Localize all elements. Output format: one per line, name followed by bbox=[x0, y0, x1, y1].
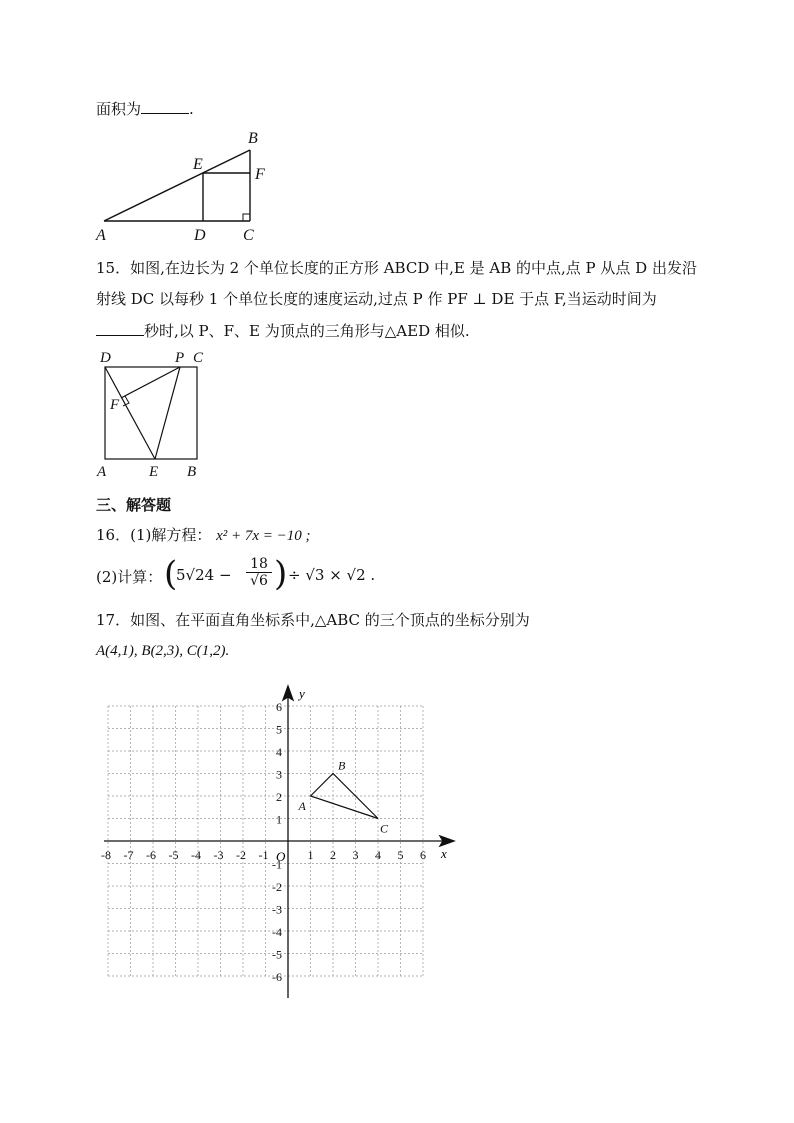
triangle-label-B: B bbox=[338, 758, 346, 773]
y-tick-label: -2 bbox=[272, 880, 282, 894]
triangle-label-A: A bbox=[298, 799, 306, 813]
q16-expr-a: 5√24 − bbox=[176, 566, 232, 584]
x-tick-label: -3 bbox=[213, 848, 224, 862]
q14-tail-end: . bbox=[189, 100, 194, 118]
q14-right-angle-mark bbox=[243, 214, 250, 221]
q15-segment-PF bbox=[121, 367, 180, 398]
q14-answer-blank bbox=[141, 99, 189, 114]
x-tick-label: -7 bbox=[123, 848, 134, 862]
q14-label-E: E bbox=[193, 156, 203, 173]
q15-label-E: E bbox=[149, 464, 159, 480]
x-tick-label: 4 bbox=[375, 848, 381, 862]
q14-label-C: C bbox=[243, 227, 254, 244]
q15-line-1: 15．如图,在边长为 2 个单位长度的正方形 ABCD 中,E 是 AB 的中点,点 P 从点 D 出发沿 bbox=[96, 259, 697, 277]
x-tick-label: 5 bbox=[397, 848, 404, 862]
q14-segment-AB bbox=[104, 150, 250, 221]
x-tick-label: -5 bbox=[168, 848, 179, 862]
q14-figure bbox=[90, 122, 280, 244]
q14-answer-line bbox=[96, 98, 194, 119]
y-axis-label: y bbox=[299, 686, 305, 701]
q14-tail-text: 面积为 bbox=[96, 100, 142, 118]
q15-label-P: P bbox=[175, 350, 185, 366]
y-tick-label: 3 bbox=[276, 767, 282, 782]
y-tick-label: -5 bbox=[272, 947, 282, 962]
y-axis bbox=[283, 686, 293, 998]
y-tick-label: 4 bbox=[276, 745, 282, 759]
q15-figure bbox=[90, 343, 220, 480]
origin-label: O bbox=[276, 849, 286, 864]
q15-line-3 bbox=[96, 320, 470, 341]
y-tick-label: -6 bbox=[272, 970, 282, 984]
q16-frac-denominator: √6 bbox=[250, 573, 268, 589]
q16-right-paren: ) bbox=[274, 554, 288, 594]
q17-line-1: 17．如图、在平面直角坐标系中,△ABC 的三个顶点的坐标分别为 bbox=[96, 611, 530, 629]
x-tick-label: 2 bbox=[330, 848, 336, 862]
q15-answer-blank bbox=[96, 321, 144, 336]
q14-label-A: A bbox=[96, 227, 106, 244]
q16-part1-equation: x² + 7x = −10 ; bbox=[216, 528, 311, 544]
q15-label-B: B bbox=[187, 464, 197, 480]
q15-line-3-text: 秒时,以 P、F、E 为顶点的三角形与△AED 相似. bbox=[144, 322, 470, 340]
q16-frac-numerator: 18 bbox=[246, 556, 272, 573]
q14-label-B: B bbox=[248, 130, 258, 147]
section-heading: 三、解答题 bbox=[96, 496, 172, 514]
q14-label-D: D bbox=[194, 227, 206, 244]
y-tick-label: 5 bbox=[276, 722, 282, 737]
triangle-label-C: C bbox=[380, 821, 389, 836]
y-tick-label: -3 bbox=[272, 902, 282, 917]
x-tick-label: -2 bbox=[236, 848, 246, 862]
x-tick-label: -1 bbox=[258, 848, 269, 862]
q16-part2-prefix: (2)计算： bbox=[96, 568, 163, 586]
y-tick-label: 6 bbox=[276, 700, 282, 714]
coordinate-plane bbox=[96, 680, 466, 1000]
q15-label-F: F bbox=[110, 397, 120, 413]
x-tick-label: 3 bbox=[352, 848, 359, 862]
y-tick-label: 2 bbox=[276, 790, 282, 804]
q16-expr-b: ÷ √3 × √2 . bbox=[288, 566, 376, 584]
x-tick-label: -6 bbox=[146, 848, 156, 862]
x-tick-label: -4 bbox=[191, 848, 201, 862]
q17-line-2: A(4,1), B(2,3), C(1,2). bbox=[96, 643, 230, 659]
q16-left-paren: ( bbox=[164, 554, 178, 594]
x-axis-label: x bbox=[441, 846, 447, 861]
x-tick-label: 1 bbox=[307, 848, 314, 862]
q15-label-C: C bbox=[193, 350, 204, 366]
y-tick-label: 1 bbox=[276, 812, 282, 827]
q15-label-A: A bbox=[97, 464, 107, 480]
q15-label-D: D bbox=[100, 350, 111, 366]
y-tick-label: -1 bbox=[272, 857, 282, 872]
x-axis bbox=[104, 836, 454, 846]
y-tick-label: -4 bbox=[272, 925, 282, 939]
x-tick-label: -8 bbox=[101, 848, 111, 862]
q16-part-1 bbox=[96, 524, 311, 545]
x-tick-label: 6 bbox=[420, 848, 426, 862]
q14-label-F: F bbox=[255, 166, 265, 183]
q16-fraction bbox=[246, 556, 272, 589]
q16-part1-prefix: 16．(1)解方程： bbox=[96, 526, 212, 544]
q15-segment-DE bbox=[105, 367, 155, 459]
q15-line-2: 射线 DC 以每秒 1 个单位长度的速度运动,过点 P 作 PF ⊥ DE 于点 F,当运动时间为 bbox=[96, 290, 657, 308]
q15-square-ABCD bbox=[105, 367, 197, 459]
q15-segment-PE bbox=[155, 367, 180, 459]
